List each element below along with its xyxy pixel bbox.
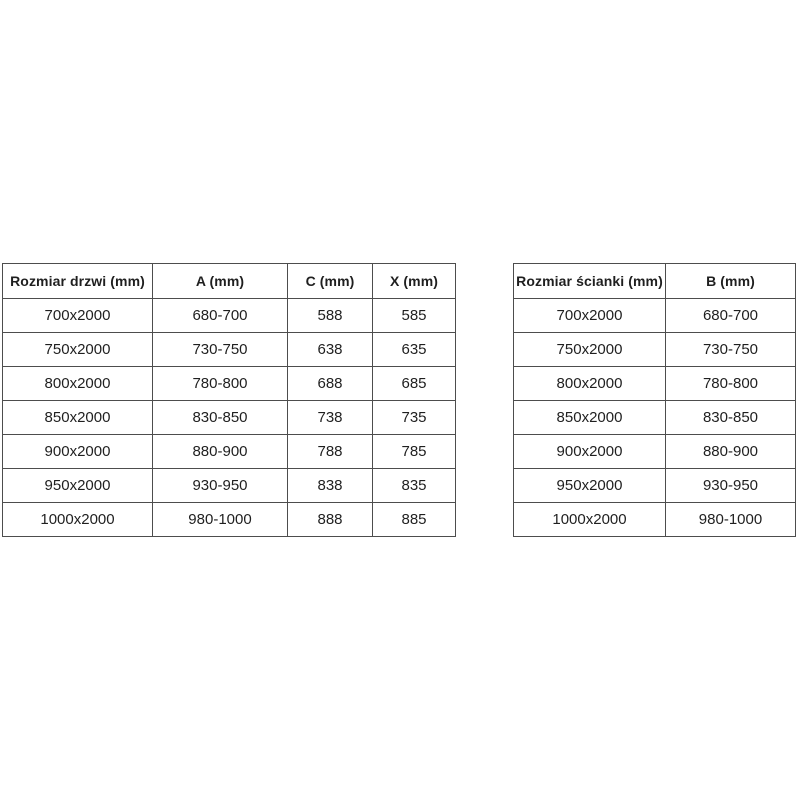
table-cell: 1000x2000 <box>3 503 153 537</box>
table-cell: 900x2000 <box>514 435 666 469</box>
table-cell: 800x2000 <box>514 367 666 401</box>
table-row <box>3 503 456 537</box>
table-row <box>3 299 456 333</box>
table-row <box>3 401 456 435</box>
table-cell: 900x2000 <box>3 435 153 469</box>
table-cell: 700x2000 <box>3 299 153 333</box>
table-cell: 800x2000 <box>3 367 153 401</box>
table-cell: 888 <box>288 503 373 537</box>
column-header: X (mm) <box>373 264 456 299</box>
table-row <box>3 435 456 469</box>
table-cell: 980-1000 <box>666 503 796 537</box>
table-row <box>514 333 796 367</box>
table-cell: 688 <box>288 367 373 401</box>
table-cell: 785 <box>373 435 456 469</box>
table-cell: 780-800 <box>666 367 796 401</box>
table-row <box>514 435 796 469</box>
table-cell: 880-900 <box>666 435 796 469</box>
wall-table-header <box>514 264 796 299</box>
table-cell: 838 <box>288 469 373 503</box>
table-row <box>514 401 796 435</box>
table-cell: 885 <box>373 503 456 537</box>
table-cell: 950x2000 <box>3 469 153 503</box>
table-cell: 750x2000 <box>514 333 666 367</box>
table-cell: 730-750 <box>153 333 288 367</box>
table-cell: 585 <box>373 299 456 333</box>
wall-dimensions-table <box>513 263 796 537</box>
table-cell: 950x2000 <box>514 469 666 503</box>
table-cell: 830-850 <box>153 401 288 435</box>
table-cell: 738 <box>288 401 373 435</box>
table-row <box>514 503 796 537</box>
door-dimensions-table <box>2 263 456 537</box>
column-header: B (mm) <box>666 264 796 299</box>
header-row <box>514 264 796 299</box>
wall-table-body <box>514 299 796 537</box>
table-cell: 685 <box>373 367 456 401</box>
door-table-header <box>3 264 456 299</box>
column-header: Rozmiar drzwi (mm) <box>3 264 153 299</box>
table-row <box>3 469 456 503</box>
column-header: Rozmiar ścianki (mm) <box>514 264 666 299</box>
table-row <box>514 299 796 333</box>
table-cell: 930-950 <box>666 469 796 503</box>
table-cell: 680-700 <box>153 299 288 333</box>
column-header: A (mm) <box>153 264 288 299</box>
table-cell: 750x2000 <box>3 333 153 367</box>
table-cell: 980-1000 <box>153 503 288 537</box>
table-cell: 780-800 <box>153 367 288 401</box>
table-cell: 788 <box>288 435 373 469</box>
table-cell: 850x2000 <box>3 401 153 435</box>
table-cell: 680-700 <box>666 299 796 333</box>
table-row <box>3 333 456 367</box>
door-table-body <box>3 299 456 537</box>
table-cell: 830-850 <box>666 401 796 435</box>
table-cell: 835 <box>373 469 456 503</box>
table-row <box>514 469 796 503</box>
table-cell: 930-950 <box>153 469 288 503</box>
table-cell: 850x2000 <box>514 401 666 435</box>
table-row <box>514 367 796 401</box>
table-cell: 638 <box>288 333 373 367</box>
column-header: C (mm) <box>288 264 373 299</box>
table-cell: 730-750 <box>666 333 796 367</box>
table-cell: 635 <box>373 333 456 367</box>
table-row <box>3 367 456 401</box>
table-cell: 588 <box>288 299 373 333</box>
table-cell: 880-900 <box>153 435 288 469</box>
table-cell: 1000x2000 <box>514 503 666 537</box>
header-row <box>3 264 456 299</box>
table-cell: 700x2000 <box>514 299 666 333</box>
table-cell: 735 <box>373 401 456 435</box>
